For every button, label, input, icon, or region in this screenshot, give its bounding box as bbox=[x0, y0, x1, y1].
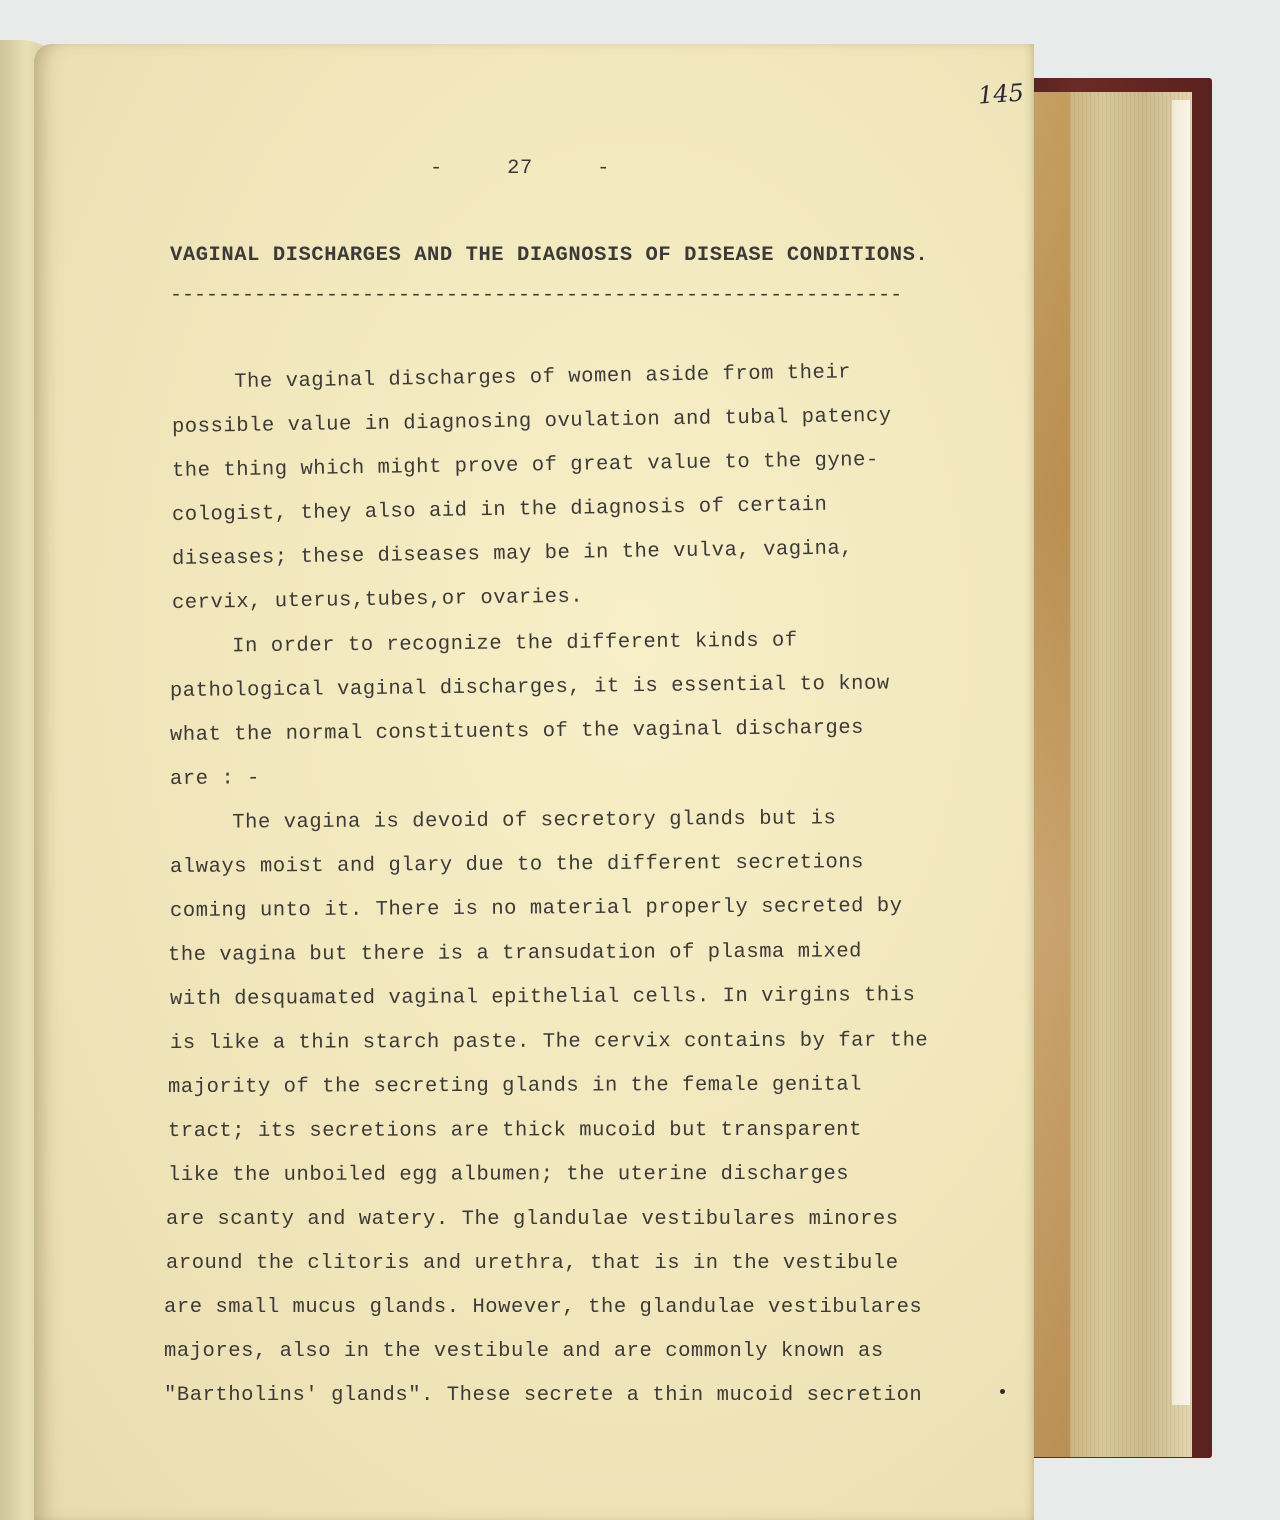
text-line: tract; its secretions are thick mucoid but transparent bbox=[167, 1118, 863, 1143]
text-line: is like a thin starch paste. The cervix contains by far the bbox=[169, 1029, 929, 1055]
text-line: around the clitoris and urethra, that is in the vestibule bbox=[166, 1252, 899, 1275]
text-line: coming unto it. There is no material properly secreted by bbox=[169, 894, 903, 923]
handwritten-folio-number: 145 bbox=[977, 78, 1025, 110]
text-line: what the normal constituents of the vaginal discharges bbox=[169, 716, 865, 747]
text-line: with desquamated vaginal epithelial cells. In virgins this bbox=[169, 984, 916, 1011]
text-line: the thing which might prove of great value to the gyne- bbox=[171, 448, 879, 483]
text-line: possible value in diagnosing ovulation and tubal patency bbox=[171, 404, 892, 439]
page-number: - 27 - bbox=[430, 157, 610, 180]
edge-stain bbox=[1034, 92, 1070, 1457]
text-line: are small mucus glands. However, the glandulae vestibulares bbox=[164, 1296, 923, 1319]
page-block-edges bbox=[1030, 92, 1192, 1457]
text-line: are : - bbox=[169, 767, 261, 791]
text-line: the vagina but there is a transudation of plasma mixed bbox=[167, 940, 863, 967]
text-line: always moist and glary due to the different secretions bbox=[169, 851, 865, 879]
text-line: diseases; these diseases may be in the vulva, vagina, bbox=[171, 537, 854, 571]
page-heading: VAGINAL DISCHARGES AND THE DIAGNOSIS OF DISEASE CONDITIONS. bbox=[170, 244, 929, 267]
endpaper bbox=[1172, 100, 1190, 1405]
text-line: majority of the secreting glands in the female genital bbox=[167, 1073, 863, 1099]
text-line: are scanty and watery. The glandulae vestibulares minores bbox=[166, 1208, 899, 1231]
heading-underline: ------------------------------------------------------------- bbox=[170, 284, 903, 307]
text-line: The vaginal discharges of women aside from their bbox=[169, 361, 852, 395]
text-line: "Bartholins' glands". These secrete a thin mucoid secretion bbox=[164, 1384, 923, 1407]
text-line: majores, also in the vestibule and are commonly known as bbox=[164, 1340, 884, 1363]
ink-dot bbox=[1000, 1389, 1005, 1394]
text-line: cervix, uterus,tubes,or ovaries. bbox=[171, 585, 584, 615]
text-line: cologist, they also aid in the diagnosis of certain bbox=[171, 493, 828, 527]
text-line: The vagina is devoid of secretory glands but is bbox=[167, 807, 837, 835]
text-line: pathological vaginal discharges, it is essential to know bbox=[169, 672, 890, 703]
text-line: like the unboiled egg albumen; the uterine discharges bbox=[167, 1162, 850, 1187]
text-line: In order to recognize the different kinds of bbox=[167, 629, 798, 659]
